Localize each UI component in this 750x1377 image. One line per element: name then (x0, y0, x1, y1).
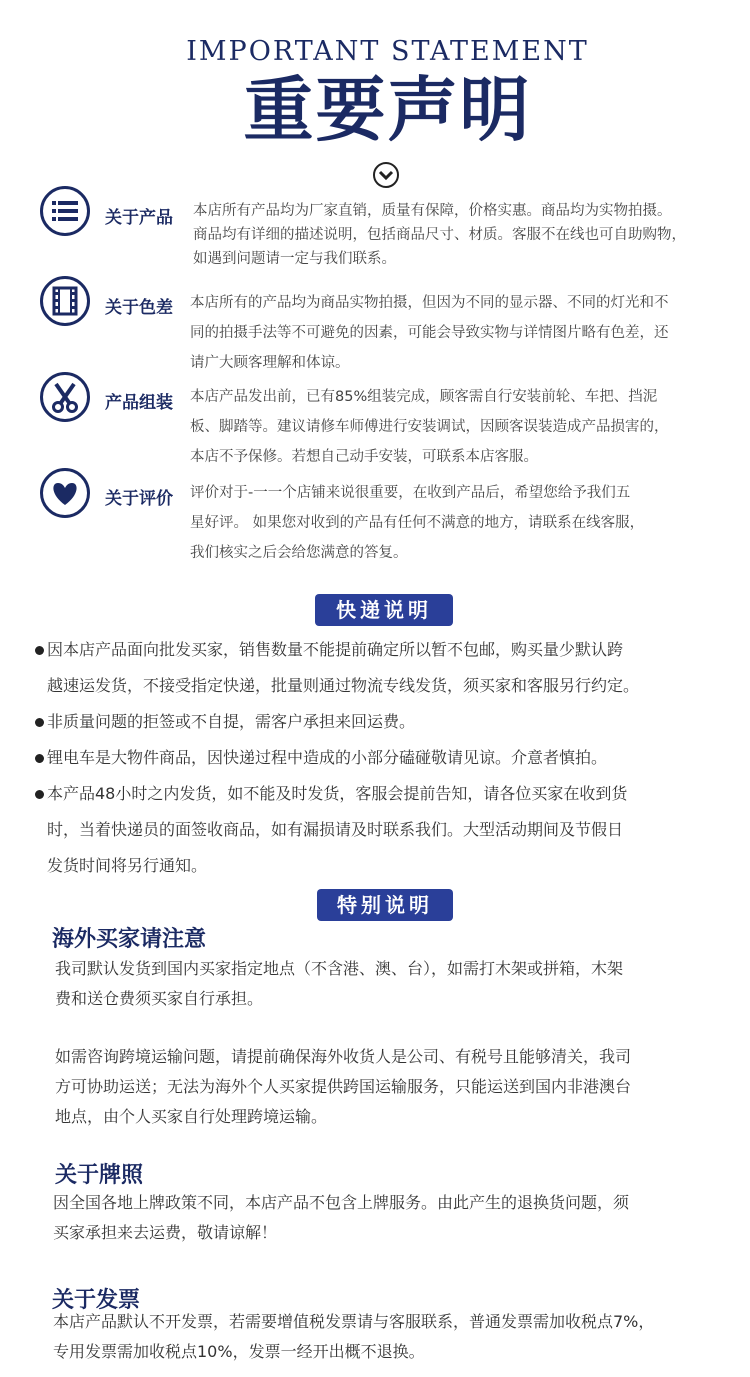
statement-text-color: 本店所有的产品均为商品实物拍摄，但因为不同的显示器、不同的灯光和不 同的拍摄手法等不可避免的因素，可能会导致实物与详情图片略有色差，还 请广大顾客理解和体谅。 (190, 295, 669, 371)
list-icon (40, 186, 90, 236)
bullet-dot (35, 718, 44, 727)
bullet-dot (35, 754, 44, 763)
statement-text-product: 本店所有产品均为厂家直销，质量有保障，价格实惠。商品均为实物拍摄。 商品均有详细的描述说明，包括商品尺寸、材质。客服不在线也可自助购物， 如遇到问题请一定与我们联系。 (193, 203, 686, 267)
film-icon (40, 276, 90, 326)
license-text: 因全国各地上牌政策不同，本店产品不包含上牌服务。由此产生的退换货问题，须 买家承担来去运费，敬请谅解！ (53, 1193, 630, 1242)
shipping-item-4: 本产品48小时之内发货，如不能及时发货，客服会提前告知，请各位买家在收到货 时，当着快递员的面签收商品，如有漏损请及时联系我们。大型活动期间及节假日 发货时间将另行通知。 (47, 784, 628, 875)
shipping-item-3: 锂电车是大物件商品，因快递过程中造成的小部分磕碰敬请见谅。介意者慎拍。 (47, 748, 608, 767)
statement-label-color: 关于色差 (105, 298, 173, 318)
bullet-dot (35, 790, 44, 799)
title-english: IMPORTANT STATEMENT (186, 36, 589, 67)
statement-text-assembly: 本店产品发出前，已有85%组装完成，顾客需自行安装前轮、车把、挡泥 板、脚踏等。建议请修车师傅进行安装调试，因顾客误装造成产品损害的， 本店不予保修。若想自己动手安装，可联系本店客服。 (190, 389, 669, 465)
license-heading: 关于牌照 (55, 1163, 144, 1188)
bullet-dot (35, 646, 44, 655)
shipping-item-1: 因本店产品面向批发买家，销售数量不能提前确定所以暂不包邮，购买量少默认跨 越速运发货，不接受指定快递，批量则通过物流专线发货，须买家和客服另行约定。 (47, 640, 640, 695)
statement-label-assembly: 产品组装 (105, 393, 173, 413)
overseas-paragraph-2: 如需咨询跨境运输问题，请提前确保海外收货人是公司、有税号且能够清关，我司 方可协助运送；无法为海外个人买家提供跨国运输服务，只能运送到国内非港澳台 地点，由个人买家自行处理跨境运输。 (55, 1047, 632, 1126)
statement-label-product: 关于产品 (105, 208, 173, 228)
special-title-badge: 特别说明 (317, 889, 453, 921)
overseas-paragraph-1: 我司默认发货到国内买家指定地点（不含港、澳、台），如需打木架或拼箱，木架 费和送仓费须买家自行承担。 (55, 959, 624, 1008)
scissors-icon (40, 372, 90, 422)
invoice-heading: 关于发票 (52, 1288, 141, 1313)
chevron-down-icon (373, 162, 399, 188)
title-chinese: 重要声明 (243, 69, 532, 151)
shipping-item-2: 非质量问题的拒签或不自提，需客户承担来回运费。 (47, 712, 416, 731)
shipping-title-badge: 快递说明 (315, 594, 453, 626)
overseas-heading: 海外买家请注意 (52, 927, 207, 952)
invoice-text: 本店产品默认不开发票，若需要增值税发票请与客服联系，普通发票需加收税点7%， 专用发票需加收税点10%，发票一经开出概不退换。 (53, 1312, 655, 1361)
heart-icon (40, 468, 90, 518)
statement-text-review: 评价对于-一一个店铺来说很重要，在收到产品后，希望您给予我们五 星好评。 如果您对收到的产品有任何不满意的地方，请联系在线客服， 我们核实之后会给您满意的答复。 (190, 485, 645, 561)
statement-label-review: 关于评价 (105, 489, 173, 509)
